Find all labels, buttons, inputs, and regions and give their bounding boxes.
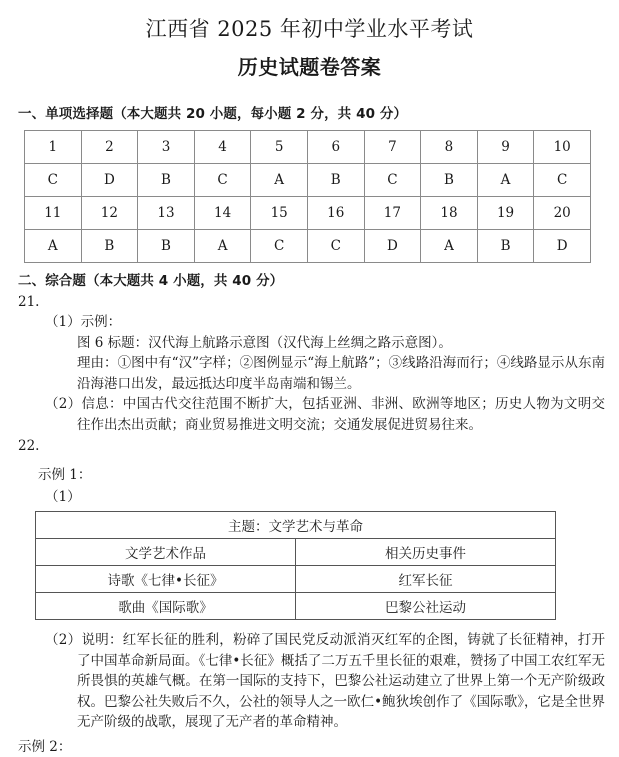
mcq-answer-table <box>24 130 591 263</box>
section-one-heading: 一、单项选择题（本大题共 20 小题，每小题 2 分，共 40 分） <box>18 106 408 122</box>
question-number-cell: 6 <box>307 131 364 164</box>
theme-work-cell: 诗歌《七律•长征》 <box>36 566 296 593</box>
section-one <box>0 105 619 263</box>
question-22-number: 22. <box>18 438 40 454</box>
table-row <box>36 593 556 620</box>
q22-example1-label: 示例 1： <box>38 467 92 483</box>
question-number-cell: 14 <box>194 197 251 230</box>
answer-cell: B <box>81 230 138 263</box>
theme-table <box>35 511 556 620</box>
question-number-cell: 20 <box>534 197 591 230</box>
answer-cell: C <box>534 164 591 197</box>
theme-event-cell: 巴黎公社运动 <box>296 593 556 620</box>
theme-header-cell: 相关历史事件 <box>296 539 556 566</box>
question-number-cell: 1 <box>25 131 82 164</box>
spacer <box>0 620 619 630</box>
q21-part2-lead: （2） <box>45 396 82 412</box>
q21-part2-text: 信息：中国古代交往范围不断扩大，包括亚洲、非洲、欧洲等地区；历史人物为文明交往作出杰出贡献；商业贸易推进文明交流；交通发展促进贸易往来。 <box>77 396 606 433</box>
answer-cell: C <box>194 164 251 197</box>
table-row <box>36 566 556 593</box>
q21-part1-line1: 图 6 标题：汉代海上航路示意图（汉代海上丝绸之路示意图）。 <box>77 334 452 351</box>
table-row <box>36 539 556 566</box>
q22-part2 <box>45 630 605 733</box>
table-row <box>25 164 591 197</box>
answer-cell: A <box>194 230 251 263</box>
theme-title-cell: 主题：文学艺术与革命 <box>36 512 556 539</box>
question-number-cell: 12 <box>81 197 138 230</box>
answer-cell: A <box>477 164 534 197</box>
answer-cell: C <box>25 164 82 197</box>
page-title-main: 江西省 2025 年初中学业水平考试 <box>145 17 474 41</box>
theme-work-cell: 歌曲《国际歌》 <box>36 593 296 620</box>
q22-part2-lead: （2） <box>45 632 82 648</box>
table-row <box>25 197 591 230</box>
answer-cell: B <box>307 164 364 197</box>
q22-part2-text: 说明：红军长征的胜利，粉碎了国民党反动派消灭红军的企图，铸就了长征精神，打开了中国革命新局面。《七律•长征》概括了二万五千里长征的艰难，赞扬了中国工农红军无所畏惧的英雄气概。在第一国际的支持下，巴黎公社运动建立了世界上第一个无产阶级政权。巴黎公社失败后不久，公社的领导人之一欧仁•鲍狄埃创作了《国际歌》，它是全世界无产阶级的战歌，展现了无产者的革命精神。 <box>77 632 606 730</box>
question-number-cell: 17 <box>364 197 421 230</box>
answer-cell: D <box>81 164 138 197</box>
answer-cell: D <box>534 230 591 263</box>
answer-cell: C <box>364 164 421 197</box>
exam-answer-page <box>0 14 619 755</box>
table-row <box>25 131 591 164</box>
answer-cell: B <box>421 164 478 197</box>
answer-cell: A <box>421 230 478 263</box>
table-row <box>36 512 556 539</box>
question-number-cell: 7 <box>364 131 421 164</box>
question-number-cell: 16 <box>307 197 364 230</box>
answer-cell: C <box>251 230 308 263</box>
theme-event-cell: 红军长征 <box>296 566 556 593</box>
question-number-cell: 13 <box>138 197 195 230</box>
answer-cell: B <box>138 164 195 197</box>
q21-part1-label: （1）示例： <box>45 314 122 330</box>
question-number-cell: 4 <box>194 131 251 164</box>
theme-header-cell: 文学艺术作品 <box>36 539 296 566</box>
answer-cell: D <box>364 230 421 263</box>
question-number-cell: 10 <box>534 131 591 164</box>
question-number-cell: 19 <box>477 197 534 230</box>
question-number-cell: 3 <box>138 131 195 164</box>
q22-example2-label: 示例 2： <box>18 738 72 755</box>
question-number-cell: 5 <box>251 131 308 164</box>
q22-part1-label: （1） <box>45 489 81 505</box>
table-row <box>25 230 591 263</box>
question-number-cell: 11 <box>25 197 82 230</box>
question-number-cell: 18 <box>421 197 478 230</box>
question-number-cell: 2 <box>81 131 138 164</box>
question-number-cell: 15 <box>251 197 308 230</box>
section-two-heading: 二、综合题（本大题共 4 小题，共 40 分） <box>18 273 284 289</box>
question-number-cell: 8 <box>421 131 478 164</box>
answer-cell: B <box>477 230 534 263</box>
q21-part2 <box>45 394 605 435</box>
answer-cell: B <box>138 230 195 263</box>
q21-part1-line2: 理由：①图中有“汉”字样；②图例显示“海上航路”；③线路沿海而行；④线路显示从东南沿海港口出发，最远抵达印度半岛南端和锡兰。 <box>77 355 605 392</box>
answer-cell: A <box>251 164 308 197</box>
answer-cell: C <box>307 230 364 263</box>
page-title-sub: 历史试题卷答案 <box>237 55 382 79</box>
question-number-cell: 9 <box>477 131 534 164</box>
answer-cell: A <box>25 230 82 263</box>
section-two <box>0 272 619 757</box>
question-21-number: 21. <box>18 294 40 310</box>
